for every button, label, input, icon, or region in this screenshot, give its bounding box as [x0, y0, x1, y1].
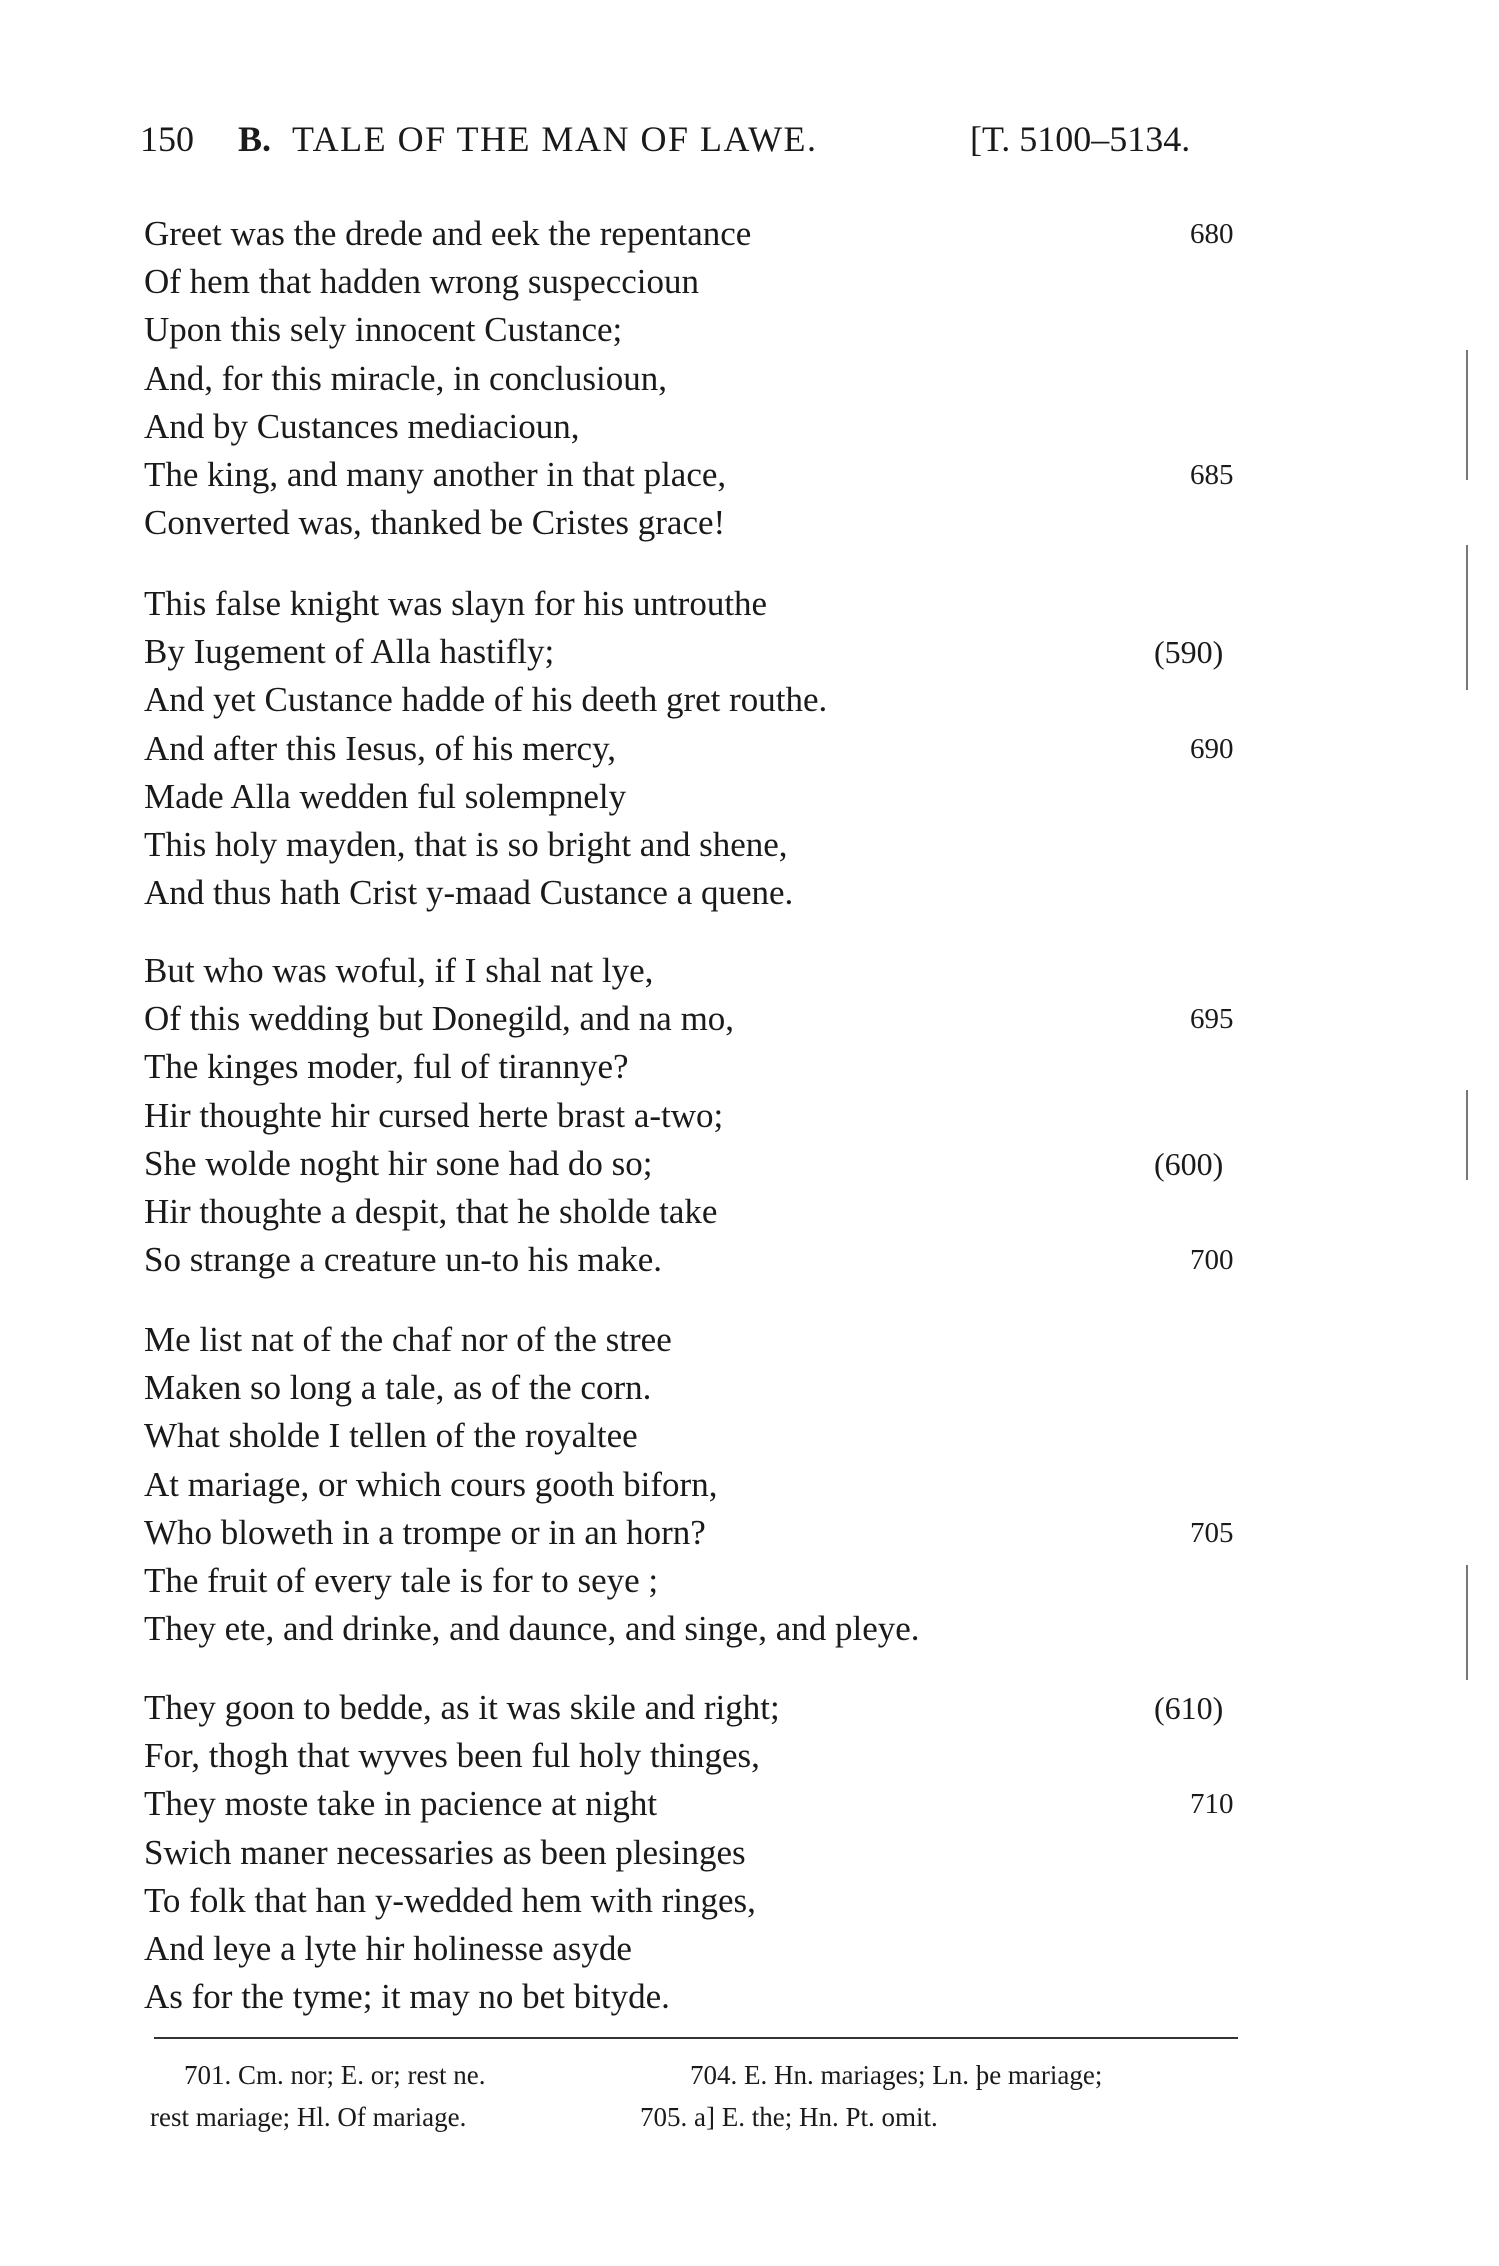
verse-text: And by Custances mediacioun, — [144, 406, 580, 446]
footnotes — [150, 2060, 1270, 2150]
verse-text: They ete, and drinke, and daunce, and singe, and pleye. — [144, 1609, 920, 1649]
verse-text: And, for this miracle, in conclusioun, — [144, 358, 667, 398]
line-number: 685 — [1190, 458, 1234, 491]
page-number: 150 — [140, 119, 194, 159]
verse-line — [144, 947, 1244, 995]
verse-text: Of hem that hadden wrong suspeccioun — [144, 262, 699, 302]
verse-text: As for the tyme; it may no bet bityde. — [144, 1977, 670, 2017]
verse-line — [144, 1140, 1244, 1188]
verse-line — [144, 1412, 1244, 1460]
stanza — [144, 1316, 1244, 1653]
line-number: 695 — [1190, 1003, 1234, 1036]
margin-scan-mark — [1466, 545, 1468, 690]
verse-text: Me list nat of the chaf nor of the stree — [144, 1320, 672, 1359]
verse-text: But who was woful, if I shal nat lye, — [144, 951, 654, 990]
line-number: 700 — [1190, 1244, 1234, 1277]
verse-text: Maken so long a tale, as of the corn. — [144, 1368, 652, 1408]
verse-text: Who bloweth in a trompe or in an horn? — [144, 1512, 706, 1552]
line-number: (590) — [1154, 634, 1224, 671]
footnote-701: 701. Cm. nor; E. or; rest ne. — [184, 2060, 486, 2090]
stanza — [144, 580, 1244, 917]
verse-line — [144, 403, 1244, 451]
verse-text: Upon this sely innocent Custance; — [144, 310, 623, 350]
verse-text: This holy mayden, that is so bright and shene, — [144, 824, 788, 864]
line-number: (600) — [1154, 1145, 1224, 1182]
line-number: (610) — [1154, 1690, 1224, 1726]
verse-text: And after this Iesus, of his mercy, — [144, 728, 617, 768]
verse-line — [144, 1509, 1244, 1557]
stanza — [144, 947, 1244, 1284]
margin-scan-mark — [1466, 350, 1468, 480]
verse-line — [144, 1092, 1244, 1140]
verse-line — [144, 995, 1244, 1043]
page-title: TALE OF THE MAN OF LAWE. — [292, 119, 818, 159]
stanza — [144, 1684, 1244, 2021]
verse-line — [144, 1316, 1244, 1364]
verse-line — [144, 628, 1244, 676]
verse-text: And leye a lyte hir holinesse asyde — [144, 1928, 632, 1968]
verse-line — [144, 258, 1244, 306]
verse-line — [144, 1364, 1244, 1412]
footnote-705: 705. a] E. the; Hn. Pt. omit. — [640, 2102, 938, 2132]
verse-text: And yet Custance hadde of his deeth gret routhe. — [144, 680, 828, 720]
verse-text: By Iugement of Alla hastifly; — [144, 632, 555, 672]
margin-scan-mark — [1466, 1090, 1468, 1180]
verse-line — [144, 210, 1244, 258]
verse-line — [144, 1877, 1244, 1925]
running-header — [140, 118, 1240, 168]
verse-text: The king, and many another in that place, — [144, 454, 727, 494]
verse-line — [144, 1780, 1244, 1828]
verse-text: Hir thoughte a despit, that he sholde take — [144, 1191, 718, 1231]
verse-line — [144, 1925, 1244, 1973]
verse-text: So strange a creature un-to his make. — [144, 1240, 663, 1280]
verse-text: Converted was, thanked be Cristes grace! — [144, 503, 726, 543]
line-number: 710 — [1190, 1788, 1234, 1821]
verse-line — [144, 1188, 1244, 1236]
verse-text: The kinges moder, ful of tirannye? — [144, 1047, 629, 1087]
verse-text: Made Alla wedden ful solempnely — [144, 776, 627, 816]
verse-line — [144, 1461, 1244, 1509]
verse-line — [144, 725, 1244, 773]
signature-mark: B. — [238, 119, 272, 159]
verse-line — [144, 1973, 1244, 2021]
verse-text: At mariage, or which cours gooth biforn, — [144, 1464, 718, 1504]
verse-line — [144, 306, 1244, 354]
verse-text: This false knight was slayn for his untrouthe — [144, 584, 768, 623]
verse-text: She wolde noght hir sone had do so; — [144, 1143, 653, 1183]
footnote-701-cont: rest mariage; Hl. Of mariage. — [150, 2102, 467, 2132]
verse-line — [144, 499, 1244, 547]
verse-line — [144, 676, 1244, 724]
verse-line — [144, 821, 1244, 869]
verse-line — [144, 773, 1244, 821]
verse-text: They moste take in pacience at night — [144, 1784, 658, 1824]
verse-line — [144, 451, 1244, 499]
verse-text: Of this wedding but Donegild, and na mo, — [144, 999, 735, 1039]
verse-line — [144, 1557, 1244, 1605]
verse-line — [144, 1605, 1244, 1653]
footnote-rule — [154, 2037, 1238, 2039]
verse-text: They goon to bedde, as it was skile and right; — [144, 1688, 780, 1727]
verse-line — [144, 1043, 1244, 1091]
verse-text: And thus hath Crist y-maad Custance a quene. — [144, 873, 794, 913]
footnote-704: 704. E. Hn. mariages; Ln. þe mariage; — [690, 2060, 1103, 2090]
stanza — [144, 210, 1244, 547]
verse-text: Swich maner necessaries as been plesinges — [144, 1832, 746, 1872]
verse-text: To folk that han y-wedded hem with ringes, — [144, 1880, 756, 1920]
verse-line — [144, 580, 1244, 628]
verse-text: Greet was the drede and eek the repentance — [144, 214, 752, 253]
verse-text: The fruit of every tale is for to seye ; — [144, 1560, 659, 1600]
line-number: 680 — [1190, 218, 1234, 250]
line-range: [T. 5100–5134. — [970, 119, 1191, 159]
verse-line — [144, 1829, 1244, 1877]
verse-line — [144, 1684, 1244, 1732]
verse-line — [144, 869, 1244, 917]
verse-line — [144, 355, 1244, 403]
verse-line — [144, 1236, 1244, 1284]
verse-text: For, thogh that wyves been ful holy thinges, — [144, 1736, 760, 1776]
margin-scan-mark — [1466, 1565, 1468, 1680]
verse-line — [144, 1732, 1244, 1780]
line-number: 690 — [1190, 732, 1234, 765]
verse-text: Hir thoughte hir cursed herte brast a-two; — [144, 1095, 724, 1135]
line-number: 705 — [1190, 1516, 1234, 1549]
verse-text: What sholde I tellen of the royaltee — [144, 1416, 638, 1456]
